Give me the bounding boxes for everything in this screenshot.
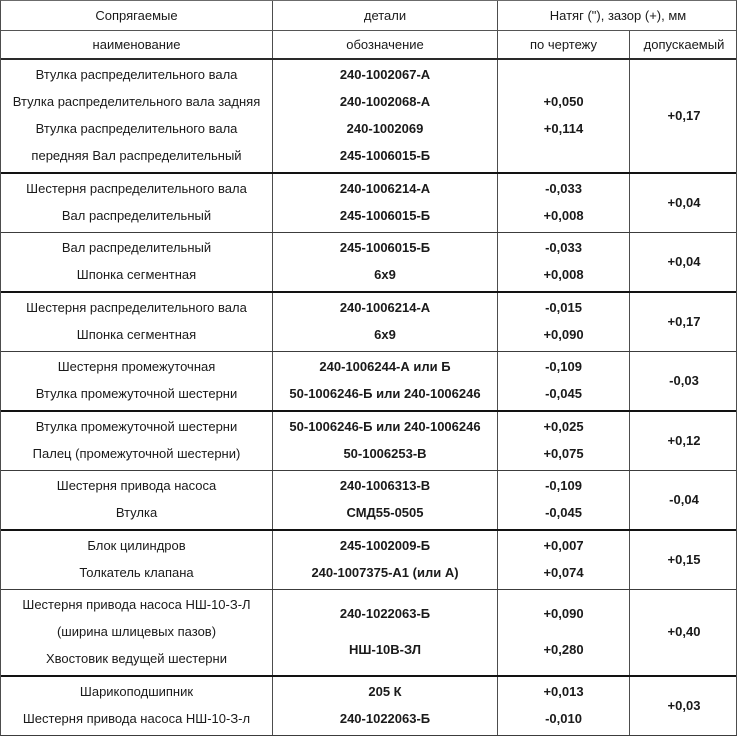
part-name-cell [1, 174, 273, 232]
part-name: Втулка промежуточной шестерни [35, 386, 238, 402]
part-designation: 240-1007375-А1 (или А) [311, 565, 459, 581]
part-name-cell [1, 233, 273, 291]
part-designation: 50-1006253-В [343, 446, 427, 462]
allowed-value: +0,17 [667, 107, 701, 123]
part-designation: 240-1006313-В [339, 478, 431, 494]
allowed-value: +0,04 [667, 253, 701, 269]
table-row [1, 412, 736, 471]
allowed-value-cell [630, 293, 737, 351]
drawing-value: -0,109 [545, 359, 582, 375]
allowed-value: -0,04 [669, 491, 699, 507]
part-name-cell [1, 471, 273, 529]
allowed-value-cell [630, 471, 737, 529]
drawing-value-cell [498, 174, 630, 232]
allowed-value: +0,15 [667, 551, 701, 567]
part-designation: 245-1006015-Б [339, 148, 431, 164]
table-row [1, 352, 736, 412]
part-designation-cell [273, 293, 498, 351]
part-name: Хвостовик ведущей шестерни [46, 651, 227, 667]
allowed-value: +0,03 [667, 697, 701, 713]
part-designation-cell [273, 677, 498, 735]
part-designation: 50-1006246-Б или 240-1006246 [289, 386, 481, 402]
drawing-value: -0,015 [545, 300, 582, 316]
allowed-value-cell [630, 412, 737, 470]
table-row [1, 471, 736, 531]
drawing-value: +0,075 [543, 446, 584, 462]
part-designation: 6х9 [374, 327, 396, 343]
part-name: Шестерня привода насоса [56, 478, 217, 494]
part-designation: 240-1002068-А [339, 94, 431, 110]
drawing-value: +0,280 [543, 642, 584, 658]
part-name: (ширина шлицевых пазов) [56, 624, 217, 640]
part-designation-cell [273, 412, 498, 470]
drawing-value: -0,045 [545, 386, 582, 402]
allowed-value: +0,17 [667, 313, 701, 329]
part-designation: 240-1006214-А [339, 181, 431, 197]
part-name: Шестерня привода насоса НШ-10-З-Л [22, 597, 251, 613]
drawing-value: +0,090 [543, 606, 584, 622]
part-name: Палец (промежуточной шестерни) [32, 446, 241, 462]
part-designation: 240-1006214-А [339, 300, 431, 316]
drawing-value-cell [498, 471, 630, 529]
part-designation: 245-1006015-Б [339, 240, 431, 256]
part-designation: 50-1006246-Б или 240-1006246 [289, 419, 481, 435]
part-designation: 245-1002009-Б [339, 538, 431, 554]
drawing-value: +0,025 [543, 419, 584, 435]
table-row [1, 590, 736, 677]
drawing-value-cell [498, 531, 630, 589]
part-designation-cell [273, 531, 498, 589]
allowed-value: -0,03 [669, 372, 699, 388]
part-designation: 205 К [368, 684, 402, 700]
drawing-value: -0,109 [545, 478, 582, 494]
allowed-value-cell [630, 352, 737, 410]
part-name: передняя Вал распределительный [31, 148, 242, 164]
part-name-cell [1, 531, 273, 589]
drawing-value: +0,007 [543, 538, 584, 554]
part-name: Шестерня промежуточная [57, 359, 216, 375]
table-header-group-row [1, 1, 736, 31]
header-group-fit-clearance: Натяг ("), зазор (+), мм [549, 8, 687, 23]
part-name: Шестерня привода насоса НШ-10-З-л [22, 711, 251, 727]
part-designation: НШ-10В-ЗЛ [349, 642, 421, 658]
part-name: Шарикоподшипник [79, 684, 194, 700]
allowed-value: +0,40 [667, 624, 701, 640]
part-name: Втулка распределительного вала [35, 67, 238, 83]
table-row [1, 677, 736, 735]
header-name: наименование [1, 31, 273, 58]
drawing-value: +0,008 [543, 267, 584, 283]
drawing-value: +0,050 [543, 94, 584, 110]
part-designation: СМД55-0505 [346, 505, 424, 521]
allowed-value-cell [630, 677, 737, 735]
drawing-value-cell [498, 233, 630, 291]
part-designation: 240-1002069 [346, 121, 424, 137]
part-name: Втулка промежуточной шестерни [35, 419, 238, 435]
header-group-mated: Сопрягаемые [1, 1, 273, 30]
table-row [1, 60, 736, 174]
allowed-value: +0,12 [667, 432, 701, 448]
drawing-value: +0,090 [543, 327, 584, 343]
part-designation: 6х9 [374, 267, 396, 283]
allowed-value-cell [630, 174, 737, 232]
part-name-cell [1, 352, 273, 410]
drawing-value-cell [498, 60, 630, 172]
part-name: Втулка распределительного вала задняя [12, 94, 261, 110]
table-row [1, 531, 736, 590]
part-designation: 240-1002067-А [339, 67, 431, 83]
drawing-value: +0,074 [543, 565, 584, 581]
part-designation: 240-1022063-Б [339, 606, 431, 622]
drawing-value: +0,008 [543, 208, 584, 224]
allowed-value-cell [630, 60, 737, 172]
part-designation: 240-1022063-Б [339, 711, 431, 727]
part-name-cell [1, 412, 273, 470]
part-name-cell [1, 590, 273, 675]
drawing-value: -0,033 [545, 181, 582, 197]
part-designation-cell [273, 352, 498, 410]
part-designation-cell [273, 60, 498, 172]
drawing-value: -0,045 [545, 505, 582, 521]
drawing-value: +0,013 [543, 684, 584, 700]
table-row [1, 293, 736, 352]
header-allowed: допускаемый [643, 37, 725, 52]
part-name: Шестерня распределительного вала [26, 300, 247, 316]
part-designation-cell [273, 233, 498, 291]
allowed-value-cell [630, 233, 737, 291]
part-name: Втулка [115, 505, 158, 521]
part-name: Втулка распределительного вала [35, 121, 238, 137]
drawing-value-cell [498, 293, 630, 351]
allowed-value-cell [630, 590, 737, 675]
table-row [1, 233, 736, 293]
part-name: Шпонка сегментная [76, 267, 197, 283]
allowed-value-cell [630, 531, 737, 589]
drawing-value: +0,114 [543, 121, 584, 137]
drawing-value-cell [498, 590, 630, 675]
part-name-cell [1, 293, 273, 351]
table-header-row [1, 31, 736, 60]
part-name-cell [1, 60, 273, 172]
header-per-drawing: по чертежу [498, 31, 630, 58]
part-designation-cell [273, 174, 498, 232]
part-designation-cell [273, 471, 498, 529]
drawing-value-cell [498, 352, 630, 410]
drawing-value: -0,033 [545, 240, 582, 256]
part-name: Шпонка сегментная [76, 327, 197, 343]
drawing-value-cell [498, 677, 630, 735]
drawing-value: -0,010 [545, 711, 582, 727]
part-name: Вал распределительный [61, 208, 212, 224]
header-designation: обозначение [273, 31, 498, 58]
allowed-value: +0,04 [667, 194, 701, 210]
header-group-parts: детали [273, 1, 498, 30]
part-designation: 240-1006244-А или Б [319, 359, 451, 375]
part-name: Блок цилиндров [87, 538, 186, 554]
part-name: Толкатель клапана [79, 565, 194, 581]
table-body [1, 60, 736, 735]
drawing-value-cell [498, 412, 630, 470]
part-designation-cell [273, 590, 498, 675]
part-name: Вал распределительный [61, 240, 212, 256]
part-name-cell [1, 677, 273, 735]
part-designation: 245-1006015-Б [339, 208, 431, 224]
table-row [1, 174, 736, 233]
part-name: Шестерня распределительного вала [26, 181, 247, 197]
